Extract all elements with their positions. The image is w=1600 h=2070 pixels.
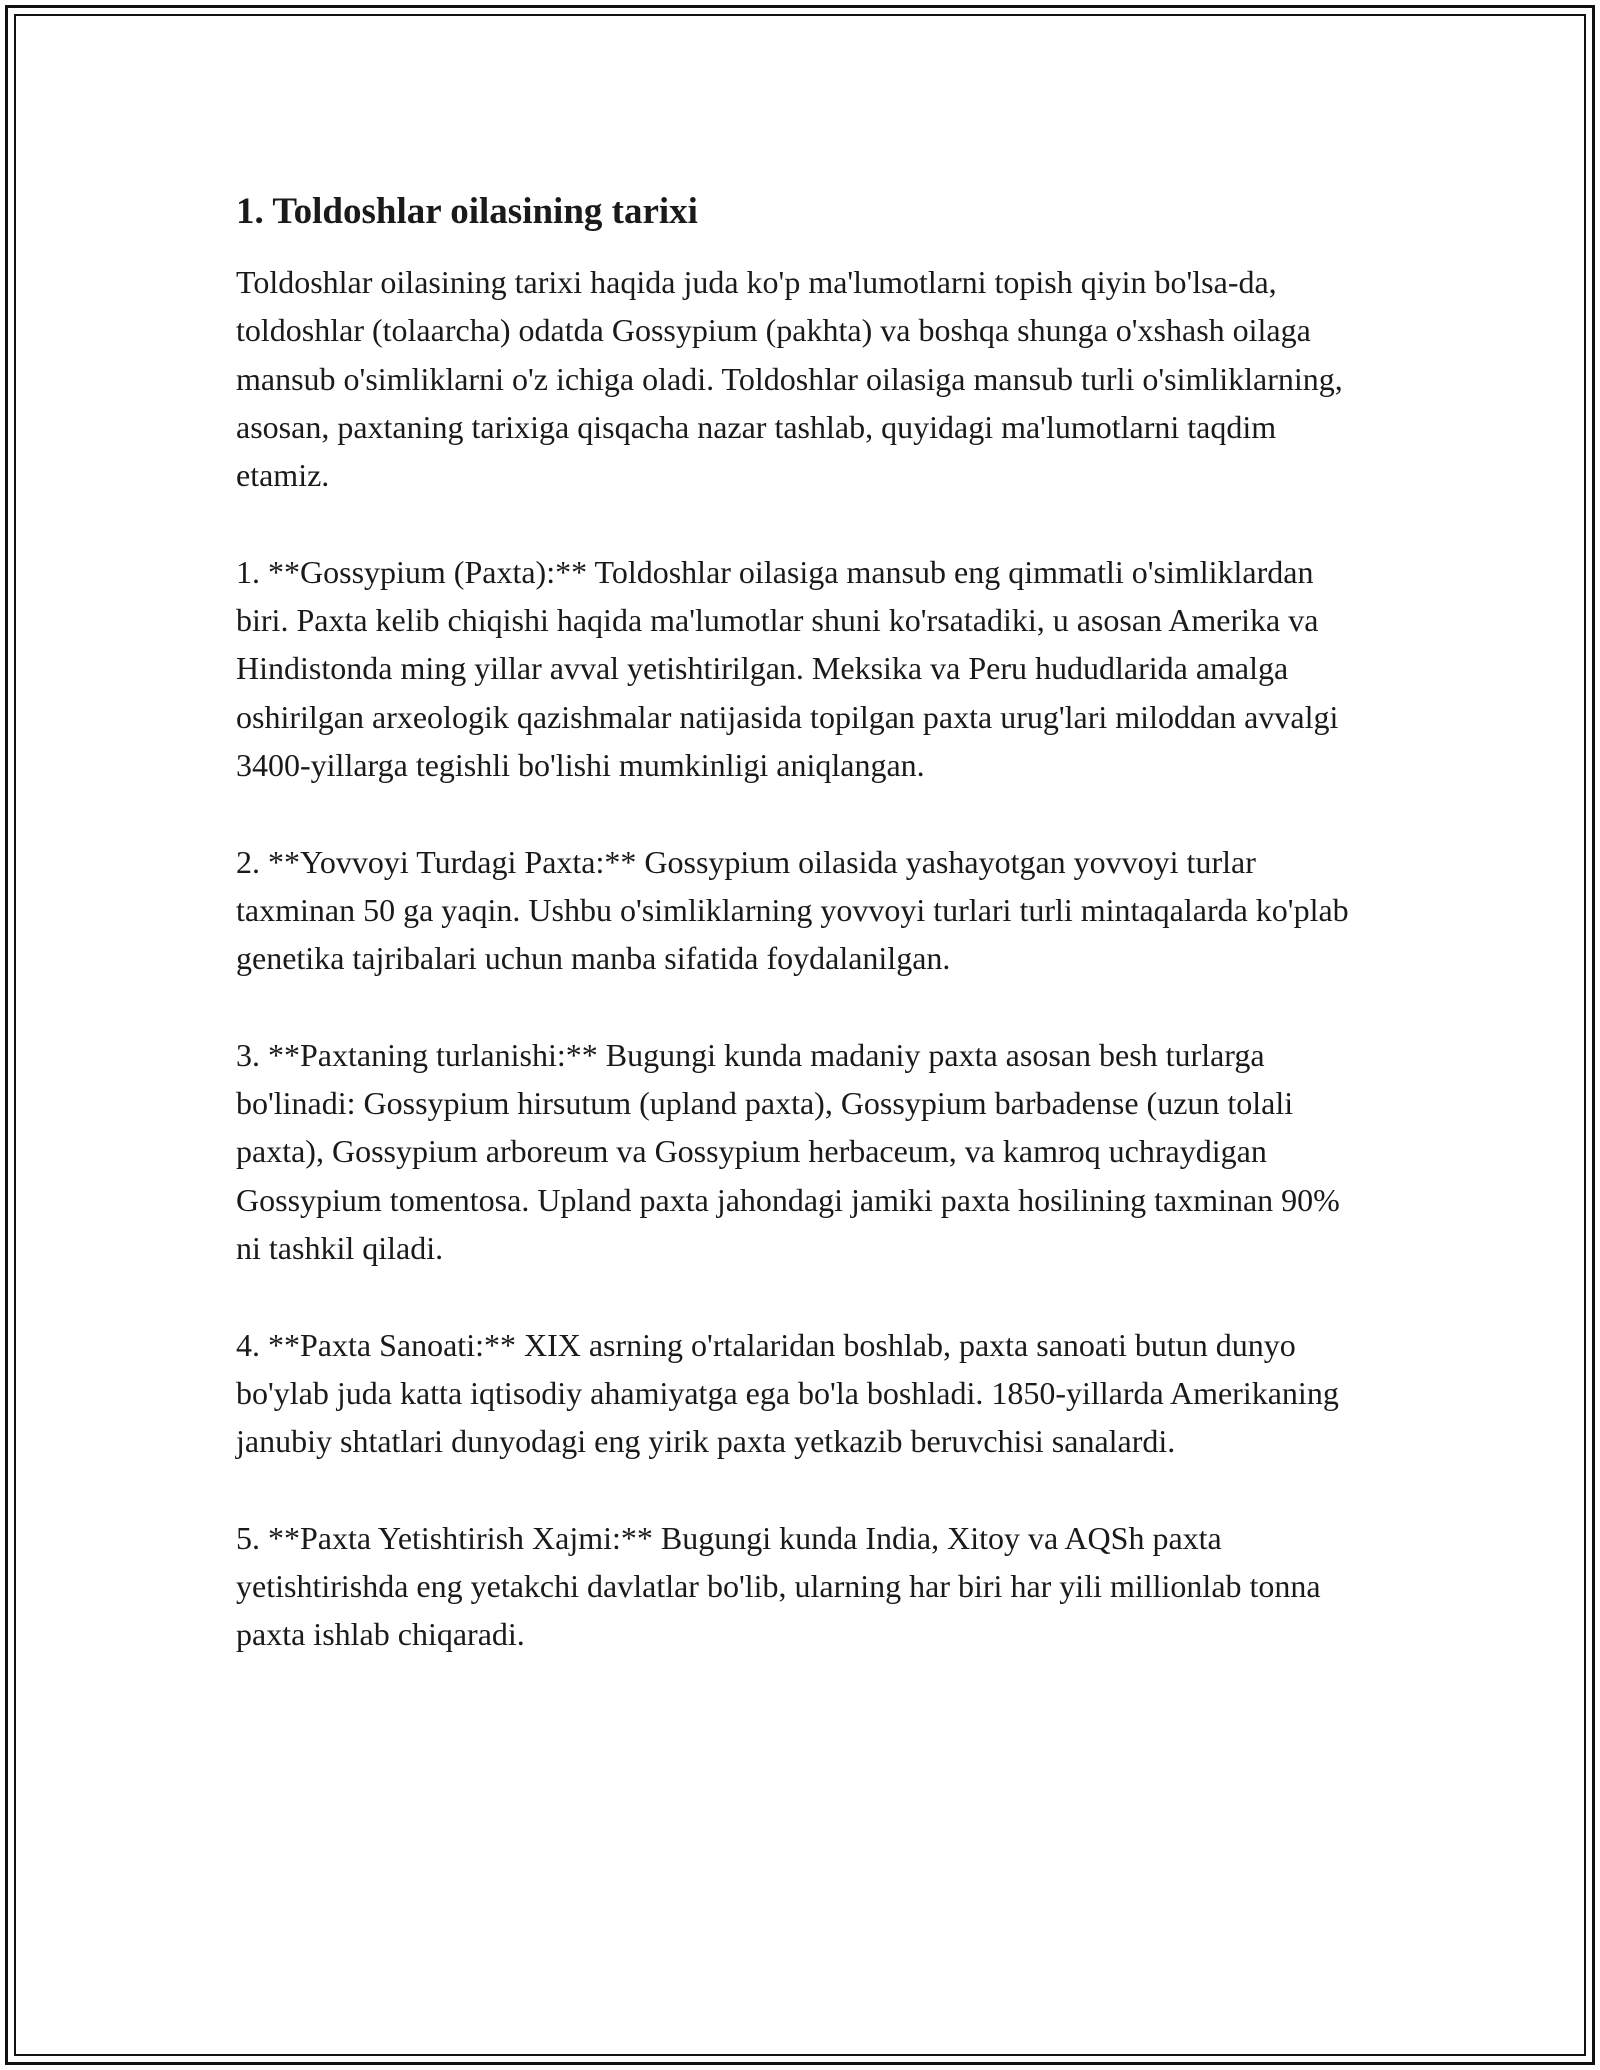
list-item-cotton-industry: 4. **Paxta Sanoati:** XIX asrning o'rtalaridan boshlab, paxta sanoati butun dunyo bo'ylab juda katta iqtisodiy ahamiyatga ega bo'la boshladi. 1850-yillarda Amerikaning janubiy shtatlari dunyodagi eng yirik paxta yetkazib beruvchisi sanalardi. xyxy=(236,1326,1339,1460)
list-item-cotton-species: 3. **Paxtaning turlanishi:** Bugungi kunda madaniy paxta asosan besh turlarga bo'linadi: Gossypium hirsutum (upland paxta), Gossypium barbadense (uzun tolali paxta), Gossypium arboreum va Gossypium herbaceum, va kamroq uchraydigan Gossypium tomentosa. Upland paxta jahondagi jamiki paxta hosilining taxminan 90% ni tashkil qiladi. xyxy=(236,1036,1340,1266)
section-heading: 1. Toldoshlar oilasining tarixi xyxy=(236,191,698,232)
list-item-cotton-production: 5. **Paxta Yetishtirish Xajmi:** Bugungi kunda India, Xitoy va AQSh paxta yetishtirishda eng yetakchi davlatlar bo'lib, ularning har biri har yili millionlab tonna paxta ishlab chiqaradi. xyxy=(236,1519,1321,1653)
list-item-wild-cotton: 2. **Yovvoyi Turdagi Paxta:** Gossypium oilasida yashayotgan yovvoyi turlar taxminan 50 ga yaqin. Ushbu o'simliklarning yovvoyi turlari turli mintaqalarda ko'plab genetika tajribalari uchun manba sifatida foydalanilgan. xyxy=(236,843,1349,977)
list-item-gossypium: 1. **Gossypium (Paxta):** Toldoshlar oilasiga mansub eng qimmatli o'simliklardan biri. Paxta kelib chiqishi haqida ma'lumotlar shuni ko'rsatadiki, u asosan Amerika va Hindistonda ming yillar avval yetishtirilgan. Meksika va Peru hududlarida amalga oshirilgan arxeologik qazishmalar natijasida topilgan paxta urug'lari miloddan avvalgi 3400-yillarga tegishli bo'lishi mumkinligi aniqlangan. xyxy=(236,553,1339,783)
document-body xyxy=(236,188,1366,1707)
intro-paragraph: Toldoshlar oilasining tarixi haqida juda ko'p ma'lumotlarni topish qiyin bo'lsa-da, toldoshlar (tolaarcha) odatda Gossypium (pakhta) va boshqa shunga o'xshash oilaga mansub o'simliklarni o'z ichiga oladi. Toldoshlar oilasiga mansub turli o'simliklarning, asosan, paxtaning tarixiga qisqacha nazar tashlab, quyidagi ma'lumotlarni taqdim etamiz. xyxy=(236,264,1343,494)
